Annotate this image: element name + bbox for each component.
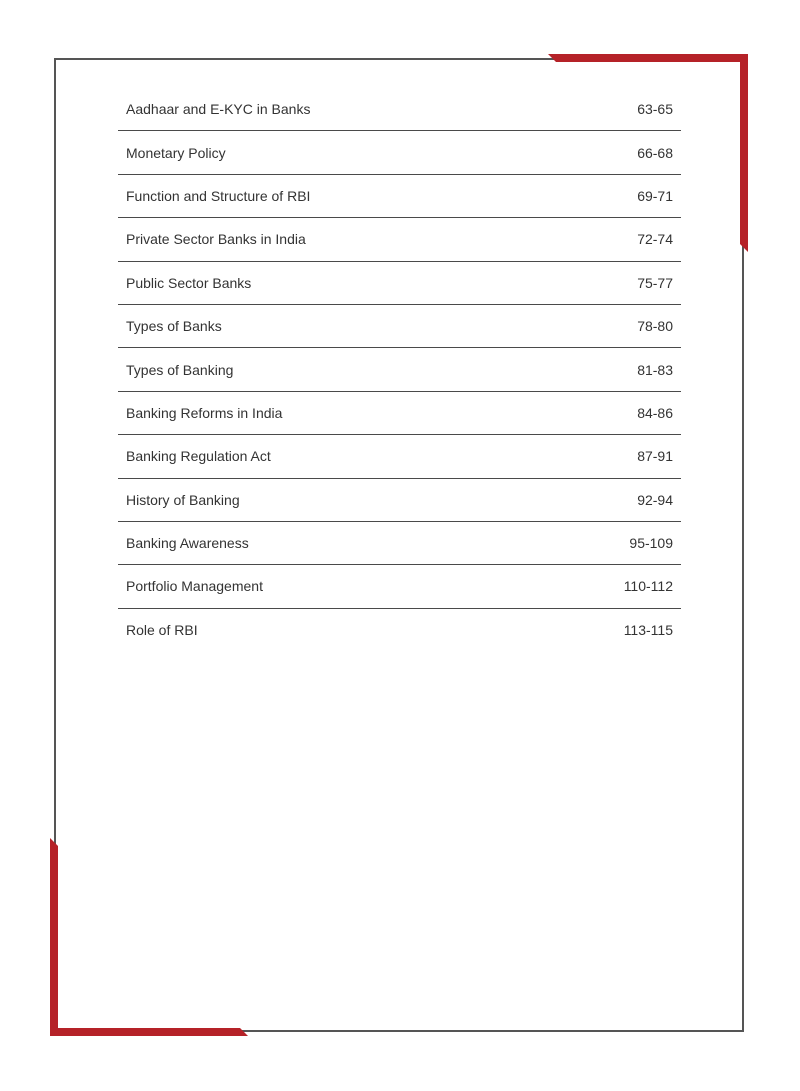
toc-entry-title: Types of Banking	[126, 361, 234, 378]
toc-entry-pages: 81-83	[637, 361, 673, 378]
bottom-left-accent	[50, 838, 248, 1036]
toc-row[interactable]	[118, 565, 681, 608]
toc-entry-pages: 69-71	[637, 187, 673, 204]
toc-row[interactable]	[118, 522, 681, 565]
toc-entry-title: Role of RBI	[126, 622, 198, 639]
toc-entry-pages: 78-80	[637, 318, 673, 335]
toc-entry-pages: 75-77	[637, 274, 673, 291]
toc-row[interactable]	[118, 392, 681, 435]
toc-entry-title: Monetary Policy	[126, 144, 226, 161]
toc-entry-pages: 72-74	[637, 231, 673, 248]
toc-entry-pages: 95-109	[629, 535, 673, 552]
toc-entry-title: Banking Reforms in India	[126, 404, 283, 421]
toc-row[interactable]	[118, 609, 681, 652]
toc-entry-pages: 84-86	[637, 404, 673, 421]
toc-entry-pages: 113-115	[623, 622, 673, 639]
toc-row[interactable]	[118, 218, 681, 261]
toc-entry-title: History of Banking	[126, 491, 240, 508]
toc-entry-pages: 110-112	[623, 578, 673, 595]
toc-row[interactable]	[118, 479, 681, 522]
toc-row[interactable]	[118, 131, 681, 174]
table-of-contents	[118, 88, 681, 652]
toc-entry-title: Types of Banks	[126, 318, 222, 335]
toc-entry-title: Banking Awareness	[126, 535, 249, 552]
toc-entry-title: Banking Regulation Act	[126, 448, 271, 465]
toc-entry-title: Function and Structure of RBI	[126, 187, 311, 204]
toc-entry-title: Aadhaar and E-KYC in Banks	[126, 101, 311, 118]
toc-entry-pages: 63-65	[637, 101, 673, 118]
toc-row[interactable]	[118, 175, 681, 218]
toc-entry-pages: 66-68	[637, 144, 673, 161]
toc-entry-title: Portfolio Management	[126, 578, 263, 595]
toc-entry-pages: 87-91	[637, 448, 673, 465]
toc-row[interactable]	[118, 348, 681, 391]
toc-row[interactable]	[118, 262, 681, 305]
toc-row[interactable]	[118, 88, 681, 131]
toc-row[interactable]	[118, 305, 681, 348]
toc-entry-title: Private Sector Banks in India	[126, 231, 306, 248]
toc-entry-pages: 92-94	[637, 491, 673, 508]
toc-row[interactable]	[118, 435, 681, 478]
toc-entry-title: Public Sector Banks	[126, 274, 252, 291]
